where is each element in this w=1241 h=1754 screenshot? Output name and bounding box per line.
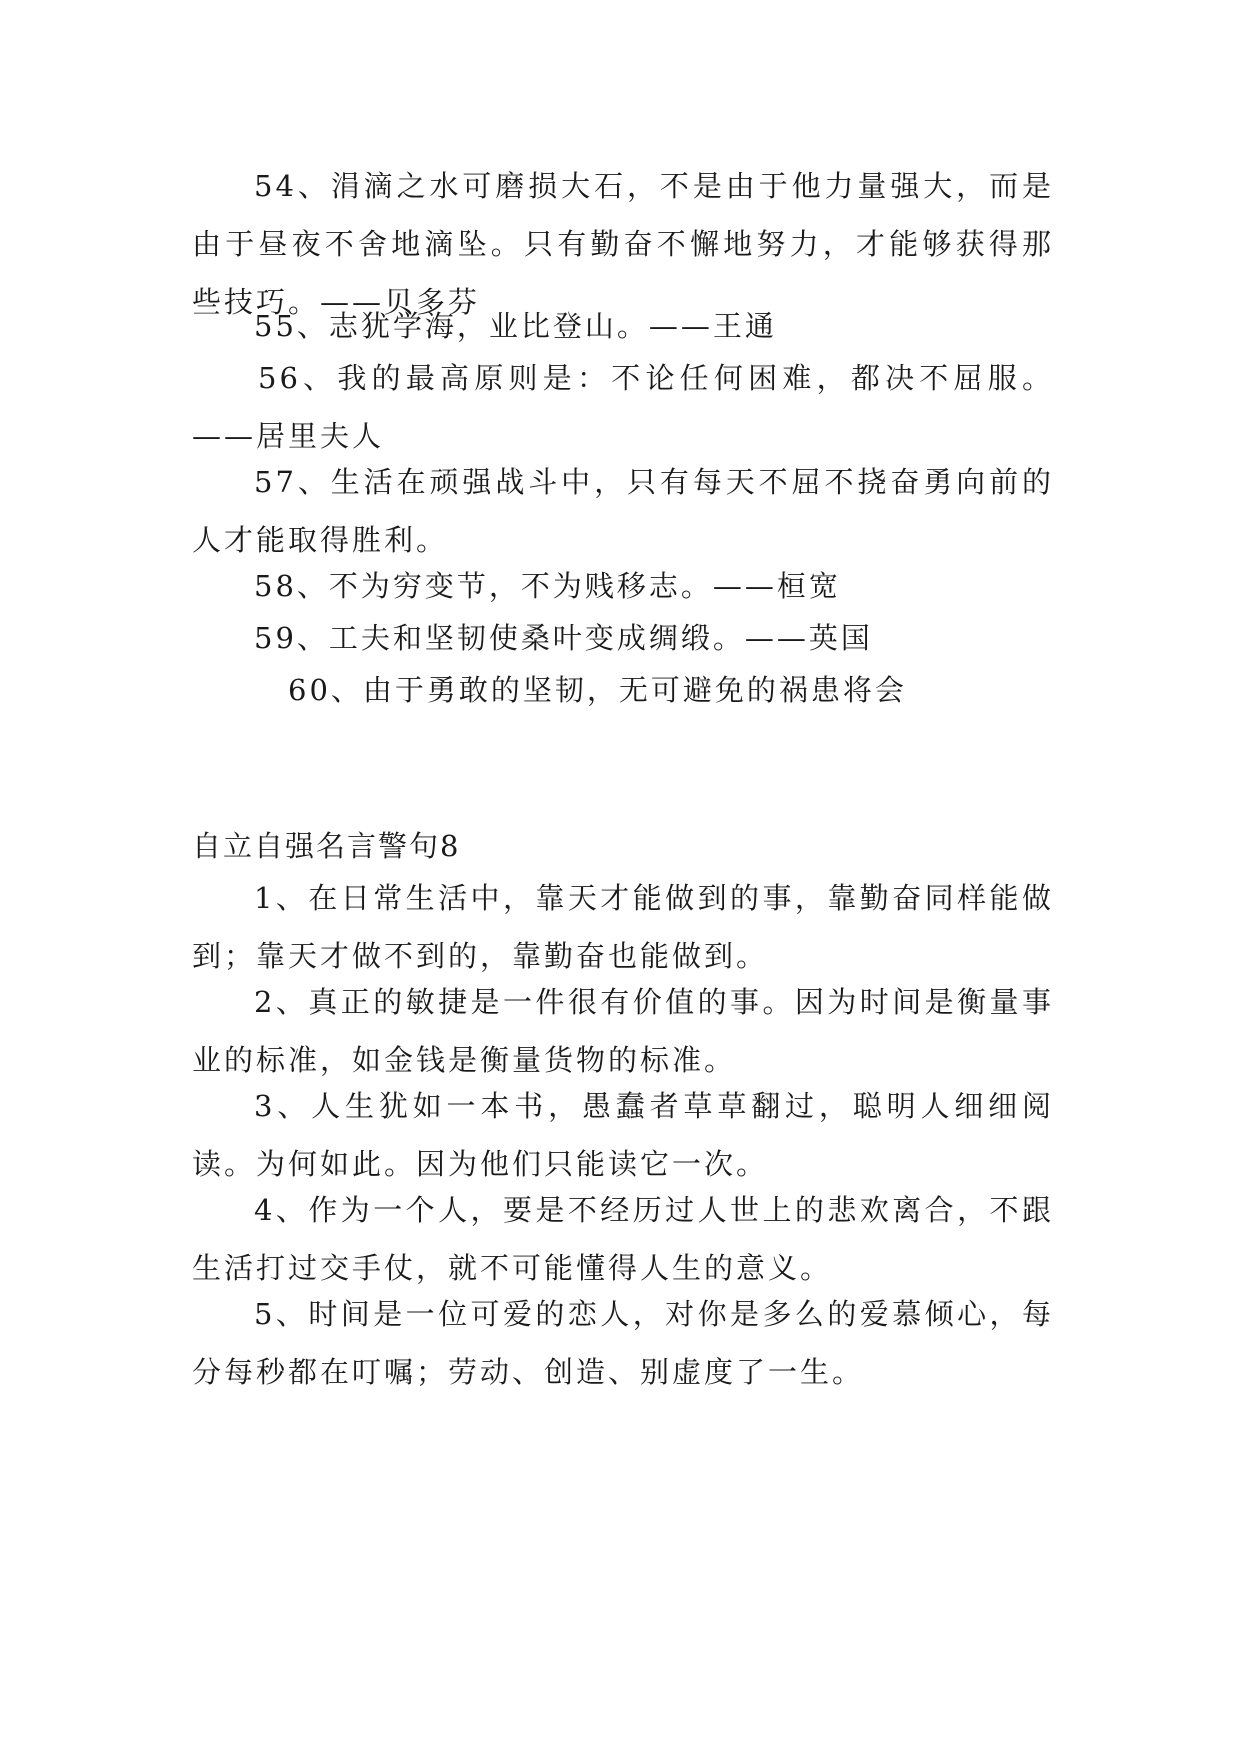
quote-4: 4、作为一个人，要是不经历过人世上的悲欢离合，不跟生活打过交手仗，就不可能懂得人生的意义。 [192, 1193, 1054, 1285]
quote-2: 2、真正的敏捷是一件很有价值的事。因为时间是衡量事业的标准，如金钱是衡量货物的标准。 [192, 985, 1054, 1077]
quote-57: 57、生活在顽强战斗中，只有每天不屈不挠奋勇向前的人才能取得胜利。 [192, 465, 1054, 557]
quote-5: 5、时间是一位可爱的恋人，对你是多么的爱慕倾心，每分每秒都在叮嘱；劳动、创造、别虚度了一生。 [192, 1297, 1054, 1389]
quote-1: 1、在日常生活中，靠天才能做到的事，靠勤奋同样能做到；靠天才做不到的，靠勤奋也能做到。 [192, 881, 1054, 973]
quote-3: 3、人生犹如一本书，愚蠢者草草翻过，聪明人细细阅读。为何如此。因为他们只能读它一次。 [192, 1089, 1054, 1181]
quote-55: 55、志犹学海，业比登山。——王通 [254, 309, 777, 343]
quote-56: 56、我的最高原则是：不论任何困难，都决不屈服。——居里夫人 [192, 361, 1054, 453]
quote-54: 54、涓滴之水可磨损大石，不是由于他力量强大，而是由于昼夜不舍地滴坠。只有勤奋不懈地努力，才能够获得那些技巧。——贝多芬 [192, 169, 1054, 319]
quote-58: 58、不为穷变节，不为贱移志。——桓宽 [254, 569, 841, 603]
quote-60: 60、由于勇敢的坚韧，无可避免的祸患将会 [288, 673, 907, 707]
quote-59: 59、工夫和坚韧使桑叶变成绸缎。——英国 [254, 621, 873, 655]
section-heading: 自立自强名言警句8 [192, 829, 461, 863]
